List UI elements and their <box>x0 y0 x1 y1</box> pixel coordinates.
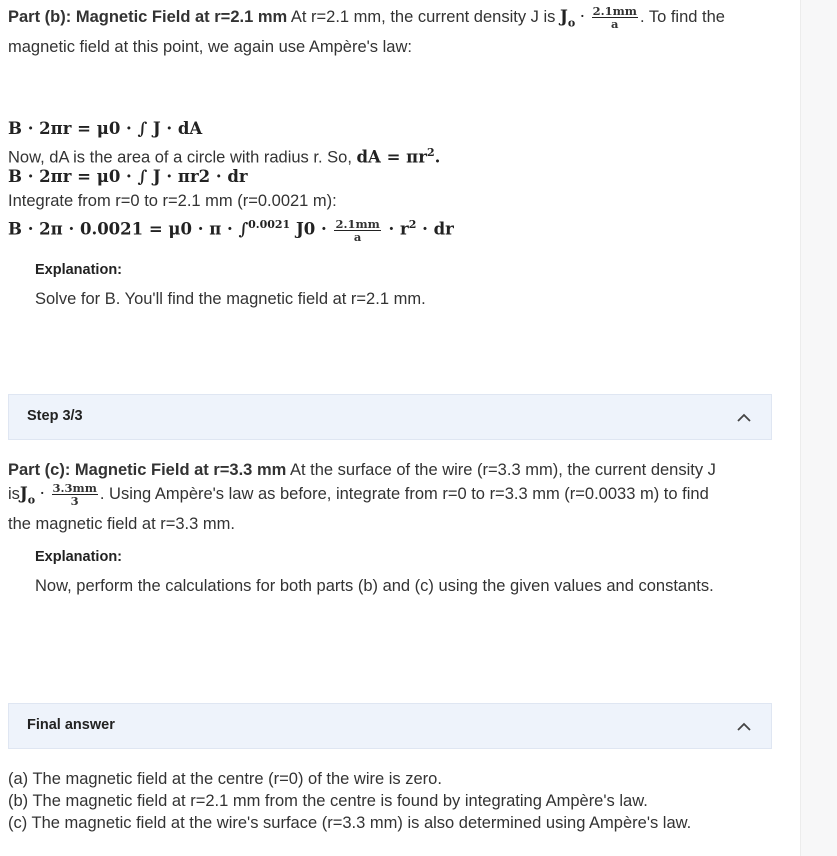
part-b-heading: Part (b): Magnetic Field at r=2.1 mm <box>8 8 288 26</box>
dot-operator: · <box>579 7 586 26</box>
part-c-line-2: . Using Ampère's law as before, integrate from r=0 to r=3.3 mm (r=0.0033 m) to find <box>99 485 709 503</box>
explanation-text: Now, perform the calculations for both parts (b) and (c) using the given values and constants. <box>35 577 714 595</box>
final-answer-label: Final answer <box>27 717 115 733</box>
step-label: Step 3/3 <box>27 408 83 424</box>
j0-symbol: $J_o$ <box>560 7 576 30</box>
chevron-up-icon[interactable] <box>735 409 753 427</box>
equation-3: B · 2π · 0.0021 = μ0 · π · ∫$^{0.0021}$ J0 · $\frac{2.1mm}{a}$ · $r^2$ · dr <box>8 216 454 244</box>
part-c-paragraph <box>8 458 778 536</box>
fraction-2-1mm-over-a: $\frac{2.1mm}{a}$ <box>592 4 637 32</box>
part-b-line-2: magnetic field at this point, we again use Ampère's law: <box>8 38 412 57</box>
fraction-2-1mm-over-a: $\frac{2.1mm}{a}$ <box>335 216 380 244</box>
step-3-header[interactable] <box>8 394 772 440</box>
scrollbar-track[interactable] <box>800 0 837 856</box>
part-c-heading: Part (c): Magnetic Field at r=3.3 mm <box>8 461 287 479</box>
final-answer-a: (a) The magnetic field at the centre (r=0) of the wire is zero. <box>8 770 442 788</box>
final-answer-list <box>8 768 778 834</box>
part-c-is: is <box>8 485 20 503</box>
explanation-label: Explanation: <box>35 549 123 565</box>
chevron-up-icon[interactable] <box>735 718 753 736</box>
equation-1: B · 2πr = μ0 · ∫ J · dA <box>8 119 203 138</box>
part-c-text-1: At the surface of the wire (r=3.3 mm), the current density J <box>286 461 716 479</box>
part-b-text-2: . To find the <box>639 8 725 26</box>
equation-2: B · 2πr = μ0 · ∫ J · πr2 · dr <box>8 167 248 186</box>
final-answer-c: (c) The magnetic field at the wire's surface (r=3.3 mm) is also determined using Ampère's law. <box>8 814 692 832</box>
explanation-text: Solve for B. You'll find the magnetic field at r=2.1 mm. <box>35 290 426 308</box>
integrate-line: Integrate from r=0 to r=2.1 mm (r=0.0021 m): <box>8 192 337 210</box>
part-c-line-3: the magnetic field at r=3.3 mm. <box>8 515 235 534</box>
explanation-label: Explanation: <box>35 262 123 278</box>
final-answer-header[interactable] <box>8 703 772 749</box>
part-b-text-1: At r=2.1 mm, the current density J is <box>287 8 561 26</box>
final-answer-b: (b) The magnetic field at r=2.1 mm from the centre is found by integrating Ampère's law. <box>8 792 648 810</box>
j0-symbol: $J_o$ <box>19 484 36 507</box>
now-da-line: Now, dA is the area of a circle with radius r. So, dA = $\pi r^2$. <box>8 146 441 167</box>
part-b-paragraph <box>8 5 778 59</box>
dot-operator: · <box>39 484 45 503</box>
fraction-3-3mm-over-3: $\frac{3.3mm}{3}$ <box>52 481 97 509</box>
